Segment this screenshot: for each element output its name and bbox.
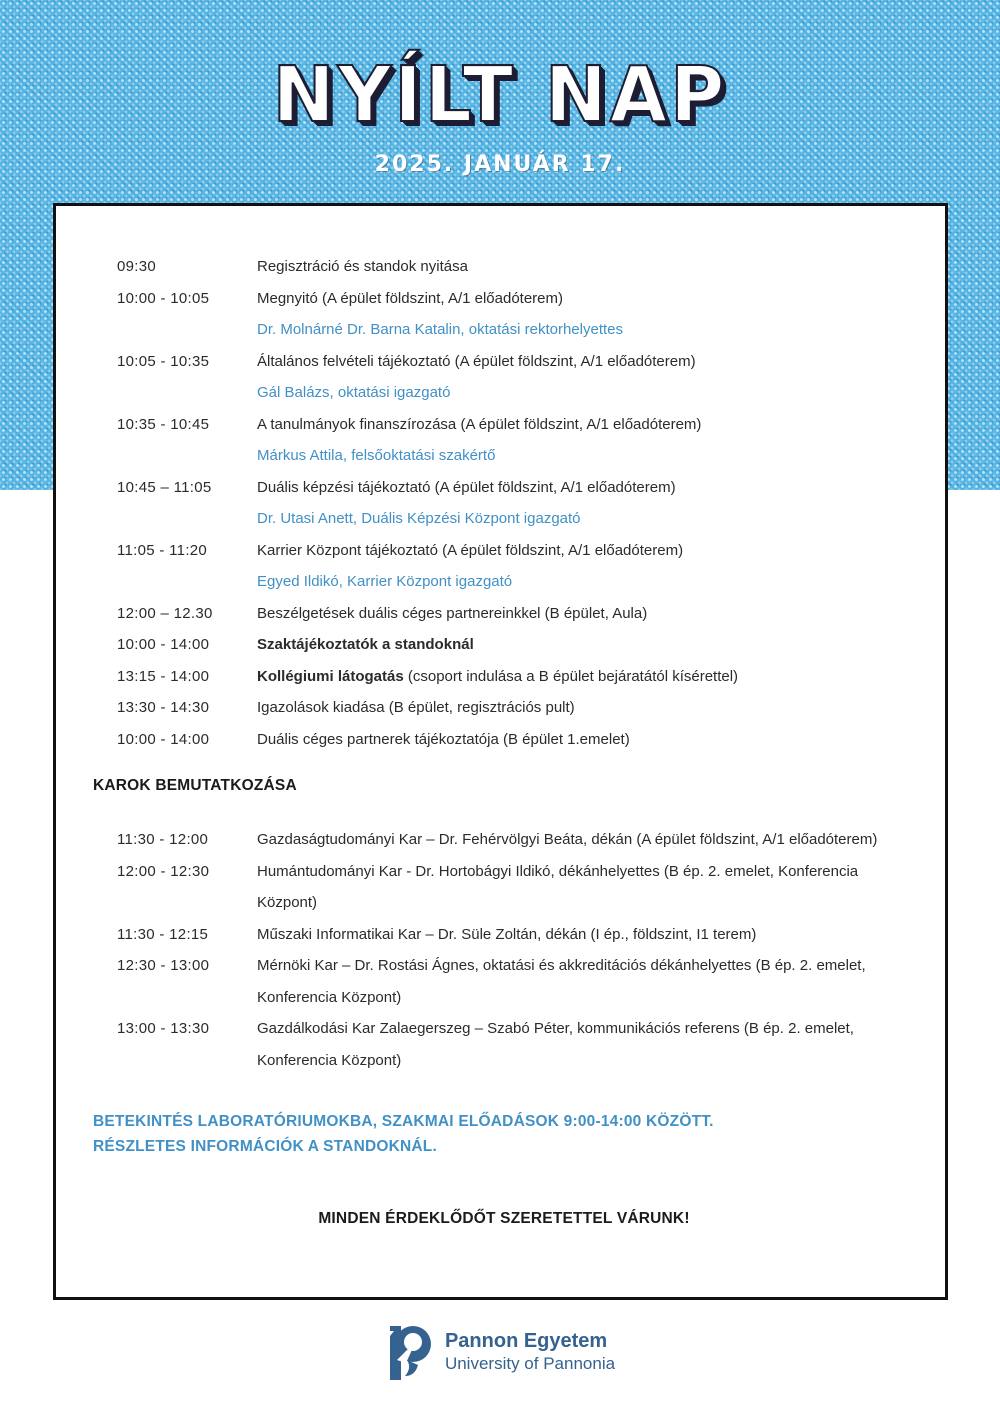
schedule-row bbox=[93, 314, 915, 346]
schedule-text: Gazdálkodási Kar Zalaegerszeg – Szabó Péter, kommunikációs referens (B ép. 2. emelet, Konferencia Központ) bbox=[257, 1020, 854, 1069]
schedule-row bbox=[93, 251, 915, 283]
schedule-text: A tanulmányok finanszírozása (A épület földszint, A/1 előadóterem) bbox=[257, 415, 702, 433]
schedule-time: 11:05 - 11:20 bbox=[117, 541, 208, 559]
schedule-text: Gál Balázs, oktatási igazgató bbox=[257, 384, 451, 401]
schedule-row bbox=[93, 950, 915, 1013]
schedule-row bbox=[93, 1013, 915, 1076]
schedule-text: Általános felvételi tájékoztató (A épület földszint, A/1 előadóterem) bbox=[257, 352, 696, 370]
schedule-text: Mérnöki Kar – Dr. Rostási Ágnes, oktatási és akkreditációs dékánhelyettes (B ép. 2. emelet, Konferencia Központ) bbox=[257, 957, 866, 1006]
schedule-time: 12:00 – 12.30 bbox=[117, 604, 213, 622]
schedule-text: Beszélgetések duális céges partnereinkkel (B épület, Aula) bbox=[257, 604, 648, 622]
schedule-time: 13:30 - 14:30 bbox=[117, 699, 210, 716]
university-logo bbox=[0, 1322, 1000, 1382]
schedule-text: Szaktájékoztatók a standoknál bbox=[257, 636, 474, 653]
schedule-text: Karrier Központ tájékoztató (A épület földszint, A/1 előadóterem) bbox=[257, 541, 684, 559]
schedule-row bbox=[93, 440, 915, 472]
faculties-list bbox=[93, 824, 915, 1076]
schedule-row bbox=[93, 409, 915, 441]
schedule-row bbox=[93, 856, 915, 919]
schedule-row bbox=[93, 824, 915, 856]
schedule-list bbox=[93, 251, 915, 755]
schedule-row bbox=[93, 919, 915, 951]
program-card bbox=[53, 203, 948, 1300]
schedule-text: Kollégiumi látogatás (csoport indulása a B épület bejáratától kísérettel) bbox=[257, 667, 739, 685]
schedule-row bbox=[93, 629, 915, 661]
pannon-p-monogram-icon bbox=[385, 1322, 431, 1382]
schedule-time: 10:00 - 10:05 bbox=[117, 289, 210, 307]
schedule-text: Duális képzési tájékoztató (A épület földszint, A/1 előadóterem) bbox=[257, 478, 676, 496]
faculties-heading: KAROK BEMUTATKOZÁSA bbox=[93, 777, 297, 794]
schedule-time: 12:00 - 12:30 bbox=[117, 862, 210, 880]
schedule-text: Gazdaságtudományi Kar – Dr. Fehérvölgyi Beáta, dékán (A épület földszint, A/1 előadóterem) bbox=[257, 831, 878, 848]
schedule-time: 10:35 - 10:45 bbox=[117, 415, 210, 433]
schedule-time: 11:30 - 12:00 bbox=[117, 831, 209, 848]
schedule-row bbox=[93, 566, 915, 598]
schedule-row bbox=[93, 598, 915, 630]
schedule-row bbox=[93, 377, 915, 409]
university-name-hu: Pannon Egyetem bbox=[444, 1330, 608, 1352]
schedule-text: Dr. Utasi Anett, Duális Képzési Központ igazgató bbox=[257, 510, 581, 527]
schedule-text: Humántudományi Kar - Dr. Hortobágyi Ildikó, dékánhelyettes (B ép. 2. emelet, Konferencia Központ) bbox=[257, 862, 859, 911]
schedule-row bbox=[93, 346, 915, 378]
schedule-row bbox=[93, 692, 915, 724]
schedule-time: 09:30 bbox=[117, 258, 157, 275]
labs-note-line1: BETEKINTÉS LABORATÓRIUMOKBA, SZAKMAI ELŐADÁSOK 9:00-14:00 KÖZÖTT. bbox=[93, 1113, 714, 1130]
schedule-time: 10:00 - 14:00 bbox=[117, 730, 210, 748]
schedule-row bbox=[93, 283, 915, 315]
schedule-time: 12:30 - 13:00 bbox=[117, 957, 210, 974]
schedule-text: Egyed Ildikó, Karrier Központ igazgató bbox=[257, 573, 513, 590]
schedule-text: Dr. Molnárné Dr. Barna Katalin, oktatási rektorhelyettes bbox=[257, 321, 624, 338]
labs-note-line2: RÉSZLETES INFORMÁCIÓK A STANDOKNÁL. bbox=[93, 1138, 437, 1155]
schedule-row bbox=[93, 503, 915, 535]
schedule-text: Duális céges partnerek tájékoztatója (B épület 1.emelet) bbox=[257, 730, 630, 748]
schedule-text: Megnyitó (A épület földszint, A/1 előadóterem) bbox=[257, 289, 564, 307]
schedule-time: 10:00 - 14:00 bbox=[117, 636, 210, 653]
schedule-row bbox=[93, 724, 915, 756]
university-name-en: University of Pannonia bbox=[444, 1354, 616, 1373]
schedule-text: Márkus Attila, felsőoktatási szakértő bbox=[257, 447, 496, 464]
schedule-row bbox=[93, 472, 915, 504]
labs-note bbox=[93, 1109, 915, 1159]
schedule-time: 10:05 - 10:35 bbox=[117, 352, 210, 370]
schedule-row bbox=[93, 661, 915, 693]
event-date: 2025. JANUÁR 17. bbox=[374, 152, 626, 177]
schedule-text: Műszaki Informatikai Kar – Dr. Süle Zoltán, dékán (I ép., földszint, I1 terem) bbox=[257, 925, 757, 943]
university-logo-text bbox=[445, 1329, 615, 1375]
schedule-text: Regisztráció és standok nyitása bbox=[257, 258, 468, 275]
schedule-time: 10:45 – 11:05 bbox=[117, 478, 212, 496]
event-title: NYÍLT NAP bbox=[272, 50, 728, 140]
schedule-text: Igazolások kiadása (B épület, regisztrációs pult) bbox=[257, 699, 575, 716]
schedule-time: 11:30 - 12:15 bbox=[117, 925, 209, 943]
schedule-row bbox=[93, 535, 915, 567]
schedule-time: 13:00 - 13:30 bbox=[117, 1020, 210, 1037]
closing-message: MINDEN ÉRDEKLŐDŐT SZERETETTEL VÁRUNK! bbox=[318, 1210, 690, 1227]
schedule-time: 13:15 - 14:00 bbox=[117, 667, 210, 685]
